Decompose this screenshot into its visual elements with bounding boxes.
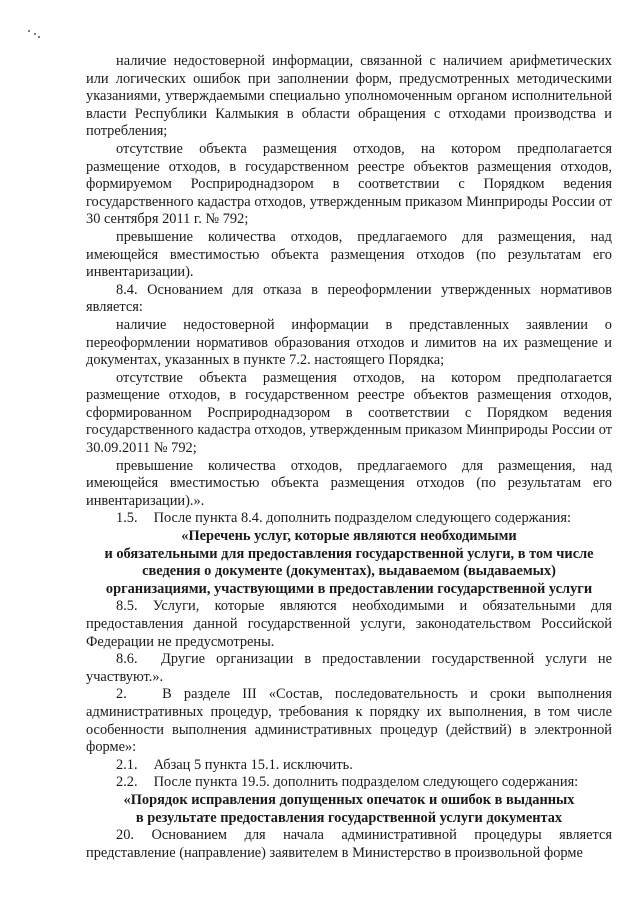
item-number: 1.5. bbox=[116, 510, 138, 527]
item-number: 2.2. bbox=[116, 774, 138, 791]
heading-1-line-2: и обязательными для предоставления государственной услуги, в том числе bbox=[104, 545, 594, 562]
item-text: После пункта 8.4. дополнить подразделом следующего содержания: bbox=[153, 510, 571, 527]
heading-1-line-1: «Перечень услуг, которые являются необходимыми bbox=[181, 528, 517, 545]
heading-2-line-2: в результате предоставления государственной услуги документах bbox=[135, 809, 563, 826]
scan-speck bbox=[28, 30, 42, 38]
item-text: После пункта 19.5. дополнить подразделом следующего содержания: bbox=[153, 774, 579, 791]
heading-2-line-1: «Порядок исправления допущенных опечаток и ошибок в выданных bbox=[123, 791, 575, 808]
heading-1 bbox=[86, 528, 612, 598]
paragraph-8 bbox=[86, 510, 612, 528]
paragraph-7: превышение количества отходов, предлагаемого для размещения, над имеющейся вместимостью объекта размещения отходов (по результатам его инвентаризации).». bbox=[86, 457, 612, 509]
item-text: Абзац 5 пункта 15.1. исключить. bbox=[153, 756, 353, 773]
paragraph-3: превышение количества отходов, предлагаемого для размещения, над имеющейся вместимостью объекта размещения отходов (по результатам его инвентаризации). bbox=[86, 228, 612, 281]
item-number: 2.1. bbox=[116, 756, 138, 773]
item-text: В разделе III «Состав, последовательность и сроки выполнения административных процедур, требования к порядку их выполнения, в том числе особенности выполнения административных процедур (действий) в электронной форме»: bbox=[86, 686, 612, 756]
heading-2 bbox=[86, 792, 612, 827]
document-body bbox=[86, 53, 612, 862]
item-number: 2. bbox=[116, 686, 127, 703]
heading-1-line-4: организациями, участвующими в предоставлении государственной услуги bbox=[105, 580, 593, 597]
paragraph-13 bbox=[86, 774, 612, 792]
paragraph-4: 8.4. Основанием для отказа в переоформлении утвержденных нормативов является: bbox=[86, 281, 612, 316]
paragraph-12 bbox=[86, 757, 612, 775]
item-text: Другие организации в предоставлении государственной услуги не участвуют.». bbox=[86, 651, 612, 685]
paragraph-5: наличие недостоверной информации в представленных заявлении о переоформлении нормативов образования отходов и лимитов на их размещение и документах, указанных в пункте 7.2. настоящего Порядка; bbox=[86, 316, 612, 369]
paragraph-2: отсутствие объекта размещения отходов, на котором предполагается размещение отходов, в государственном реестре объектов размещения отходов, формируемом Росприроднадзором в соответствии с Порядком ведения государственного кадастра отходов, утвержденным приказом Минприроды России от 30 сентября 2011 г. № 792; bbox=[86, 140, 612, 228]
paragraph-10 bbox=[86, 651, 612, 686]
paragraph-9: 8.5. Услуги, которые являются необходимыми и обязательными для предоставления данной государственной услуги, законодательством Российской Федерации не предусмотрены. bbox=[86, 598, 612, 650]
paragraph-6: отсутствие объекта размещения отходов, на котором предполагается размещение отходов, в государственном реестре объектов размещения отходов, сформированном Росприроднадзором в соответствии с Порядком ведения государственного кадастра отходов, утвержденным приказом Минприроды России от 30.09.2011 № 792; bbox=[86, 369, 612, 457]
paragraph-14: 20. Основанием для начала административной процедуры является представление (направление) заявителем в Министерство в произвольной форме bbox=[86, 827, 612, 861]
paragraph-11 bbox=[86, 686, 612, 756]
heading-1-line-3: сведения о документе (документах), выдаваемом (выдаваемых) bbox=[142, 563, 556, 580]
item-number: 8.6. bbox=[116, 651, 138, 668]
paragraph-1: наличие недостоверной информации, связанной с наличием арифметических или логических ошибок при заполнении форм, предусмотренных методическими указаниями, утверждаемыми специально уполномоченным органом исполнительной власти Республики Калмыкия в области обращения с отходами производства и потребления; bbox=[86, 53, 612, 140]
